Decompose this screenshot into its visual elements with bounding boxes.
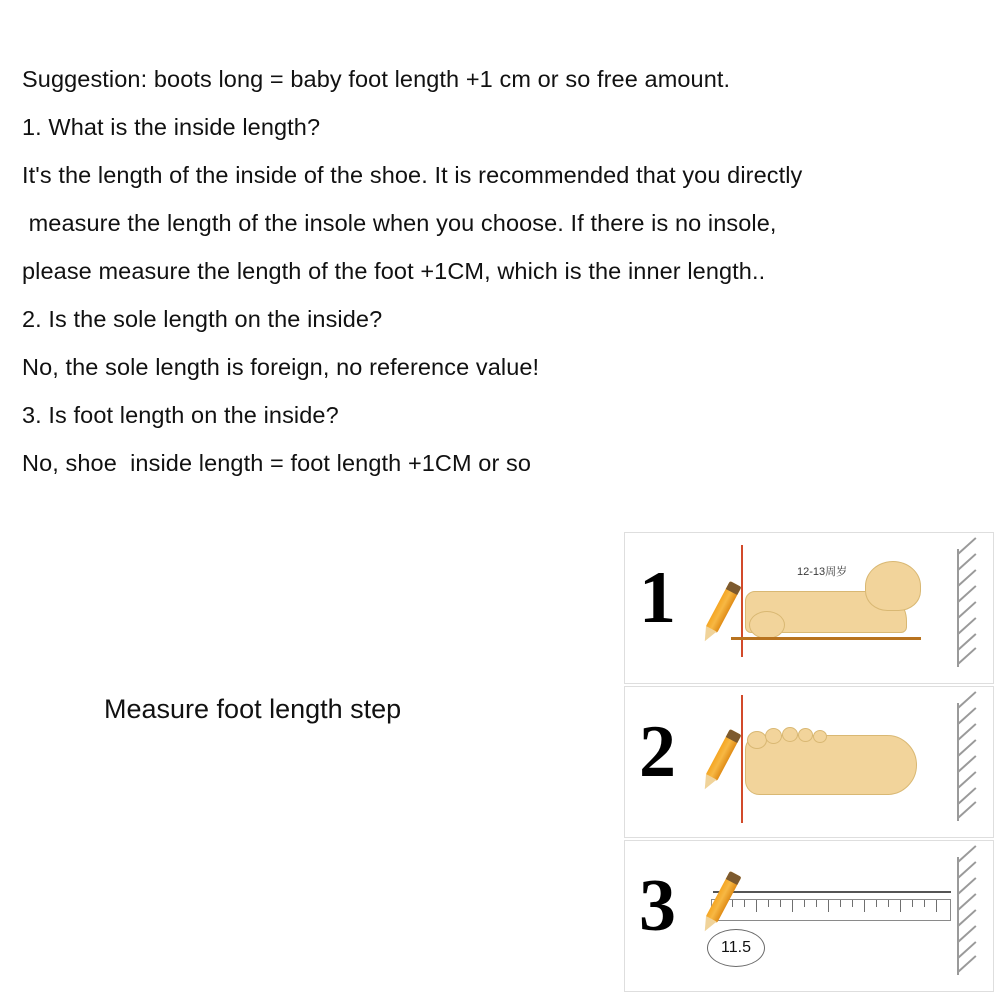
- toe-shape: [749, 611, 785, 639]
- heel-shape: [865, 561, 921, 611]
- text-line: No, the sole length is foreign, no reference value!: [22, 354, 540, 380]
- wall-icon: [957, 703, 977, 821]
- measurement-span-line: [713, 891, 951, 893]
- toe-shape: [813, 730, 827, 743]
- wall-icon: [957, 549, 977, 667]
- pencil-icon: [706, 581, 742, 633]
- step-number: 3: [639, 865, 676, 947]
- toe-shape: [765, 728, 782, 744]
- toe-shape: [798, 728, 813, 742]
- floor-line: [731, 637, 921, 640]
- foot-top-shape: [745, 735, 917, 795]
- text-line: No, shoe inside length = foot length +1CM or so: [22, 450, 532, 476]
- text-line: 1. What is the inside length?: [22, 114, 321, 140]
- diagram-step-panel-1: [624, 532, 994, 684]
- text-line: measure the length of the insole when you choose. If there is no insole,: [22, 210, 777, 236]
- measure-foot-length-diagram: [624, 532, 994, 1000]
- text-line: 3. Is foot length on the inside?: [22, 402, 339, 428]
- wall-icon: [957, 857, 977, 975]
- text-line: Suggestion: boots long = baby foot length +1 cm or so free amount.: [22, 66, 731, 92]
- diagram-step-panel-3: [624, 840, 994, 992]
- diagram-caption: Measure foot length step: [104, 694, 402, 724]
- text-line: please measure the length of the foot +1CM, which is the inner length..: [22, 258, 766, 284]
- text-line: 2. Is the sole length on the inside?: [22, 306, 383, 332]
- heel-reference-line: [741, 545, 743, 657]
- heel-reference-line: [741, 695, 743, 823]
- age-annotation-label: 12-13周岁: [797, 566, 848, 578]
- text-line: It's the length of the inside of the shoe. It is recommended that you directly: [22, 162, 803, 188]
- ruler-icon: [711, 899, 951, 921]
- toe-shape: [782, 727, 798, 742]
- toe-shape: [747, 731, 767, 749]
- step-number: 1: [639, 557, 676, 639]
- step-number: 2: [639, 711, 676, 793]
- pencil-icon: [706, 729, 742, 781]
- instruction-text-block: [22, 55, 1000, 487]
- measurement-value-bubble: 11.5: [707, 929, 765, 967]
- diagram-step-panel-2: [624, 686, 994, 838]
